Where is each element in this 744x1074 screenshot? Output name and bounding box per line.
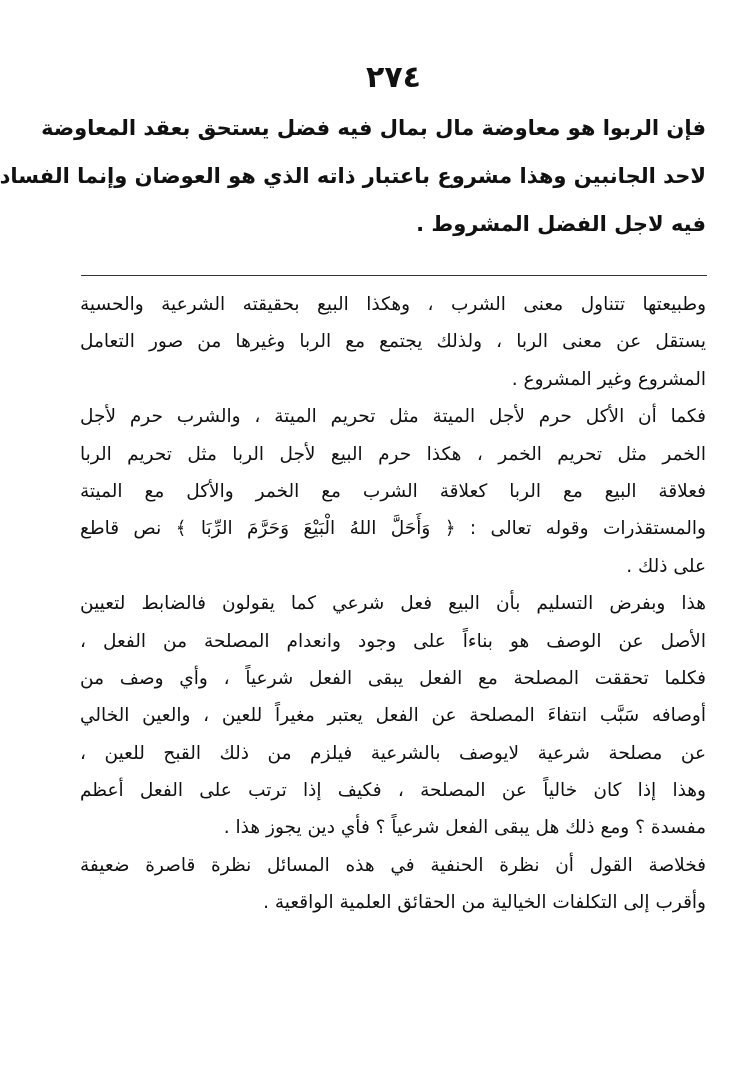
footnote-line: الخمر مثل تحريم الخمر ، هكذا حرم البيع لأجل الربا مثل تحريم الربا <box>80 443 706 465</box>
footnote-text-block <box>80 286 706 922</box>
footnote-line: يستقل عن معنى الربا ، ولذلك يجتمع مع الربا وغيرها من صور التعامل <box>80 331 706 353</box>
footnote-line: عن مصلحة شرعية لايوصف بالشرعية فيلزم من ذلك القبح للعين ، <box>80 742 706 764</box>
main-text-line: لاحد الجانبين وهذا مشروع باعتبار ذاته الذي هو العوضان وإنما الفساد <box>0 164 706 188</box>
footnote-divider <box>81 275 707 276</box>
main-text-block <box>0 104 706 248</box>
main-text-line: فيه لاجل الفضل المشروط . <box>416 212 706 236</box>
footnote-line: فكلما تحققت المصلحة مع الفعل يبقى الفعل شرعياً ، وأي وصف من <box>80 667 706 689</box>
footnote-line: وهذا إذا كان خالياً عن المصلحة ، فكيف إذا ترتب على الفعل أعظم <box>80 780 706 802</box>
footnote-line: على ذلك . <box>626 555 706 577</box>
main-text-line: فإن الربوا هو معاوضة مال بمال فيه فضل يستحق بعقد المعاوضة <box>41 116 706 140</box>
footnote-line: فعلاقة البيع مع الربا كعلاقة الشرب مع الخمر والأكل مع الميتة <box>80 480 706 502</box>
footnote-line: مفسدة ؟ ومع ذلك هل يبقى الفعل شرعياً ؟ فأي دين يجوز هذا . <box>223 817 706 839</box>
footnote-line: الأصل عن الوصف هو بناءاً على وجود وانعدام المصلحة من الفعل ، <box>80 630 706 652</box>
footnote-line: وأقرب إلى التكلفات الخيالية من الحقائق العلمية الواقعية . <box>263 892 706 914</box>
footnote-line: أوصافه سَبَّب انتفاءَ المصلحة عن الفعل يعتبر مغيراً للعين ، والعين الخالي <box>80 705 706 727</box>
footnote-line: المشروع وغير المشروع . <box>511 368 706 390</box>
footnote-line: فخلاصة القول أن نظرة الحنفية في هذه المسائل نظرة قاصرة ضعيفة <box>80 854 706 876</box>
quran-verse-line: والمستقذرات وقوله تعالى : ﴿ وَأَحَلَّ اللهُ الْبَيْعَ وَحَرَّمَ الرِّبَا ﴾ نص قاطع <box>80 518 706 540</box>
page-number: ٢٧٤ <box>366 60 421 95</box>
footnote-line: هذا وبفرض التسليم بأن البيع فعل شرعي كما يقولون فالضابط لتعيين <box>80 593 706 615</box>
footnote-line: فكما أن الأكل حرم لأجل الميتة مثل تحريم الميتة ، والشرب حرم لأجل <box>80 406 706 428</box>
footnote-line: وطبيعتها تتناول معنى الشرب ، وهكذا البيع بحقيقته الشرعية والحسية <box>80 294 706 315</box>
